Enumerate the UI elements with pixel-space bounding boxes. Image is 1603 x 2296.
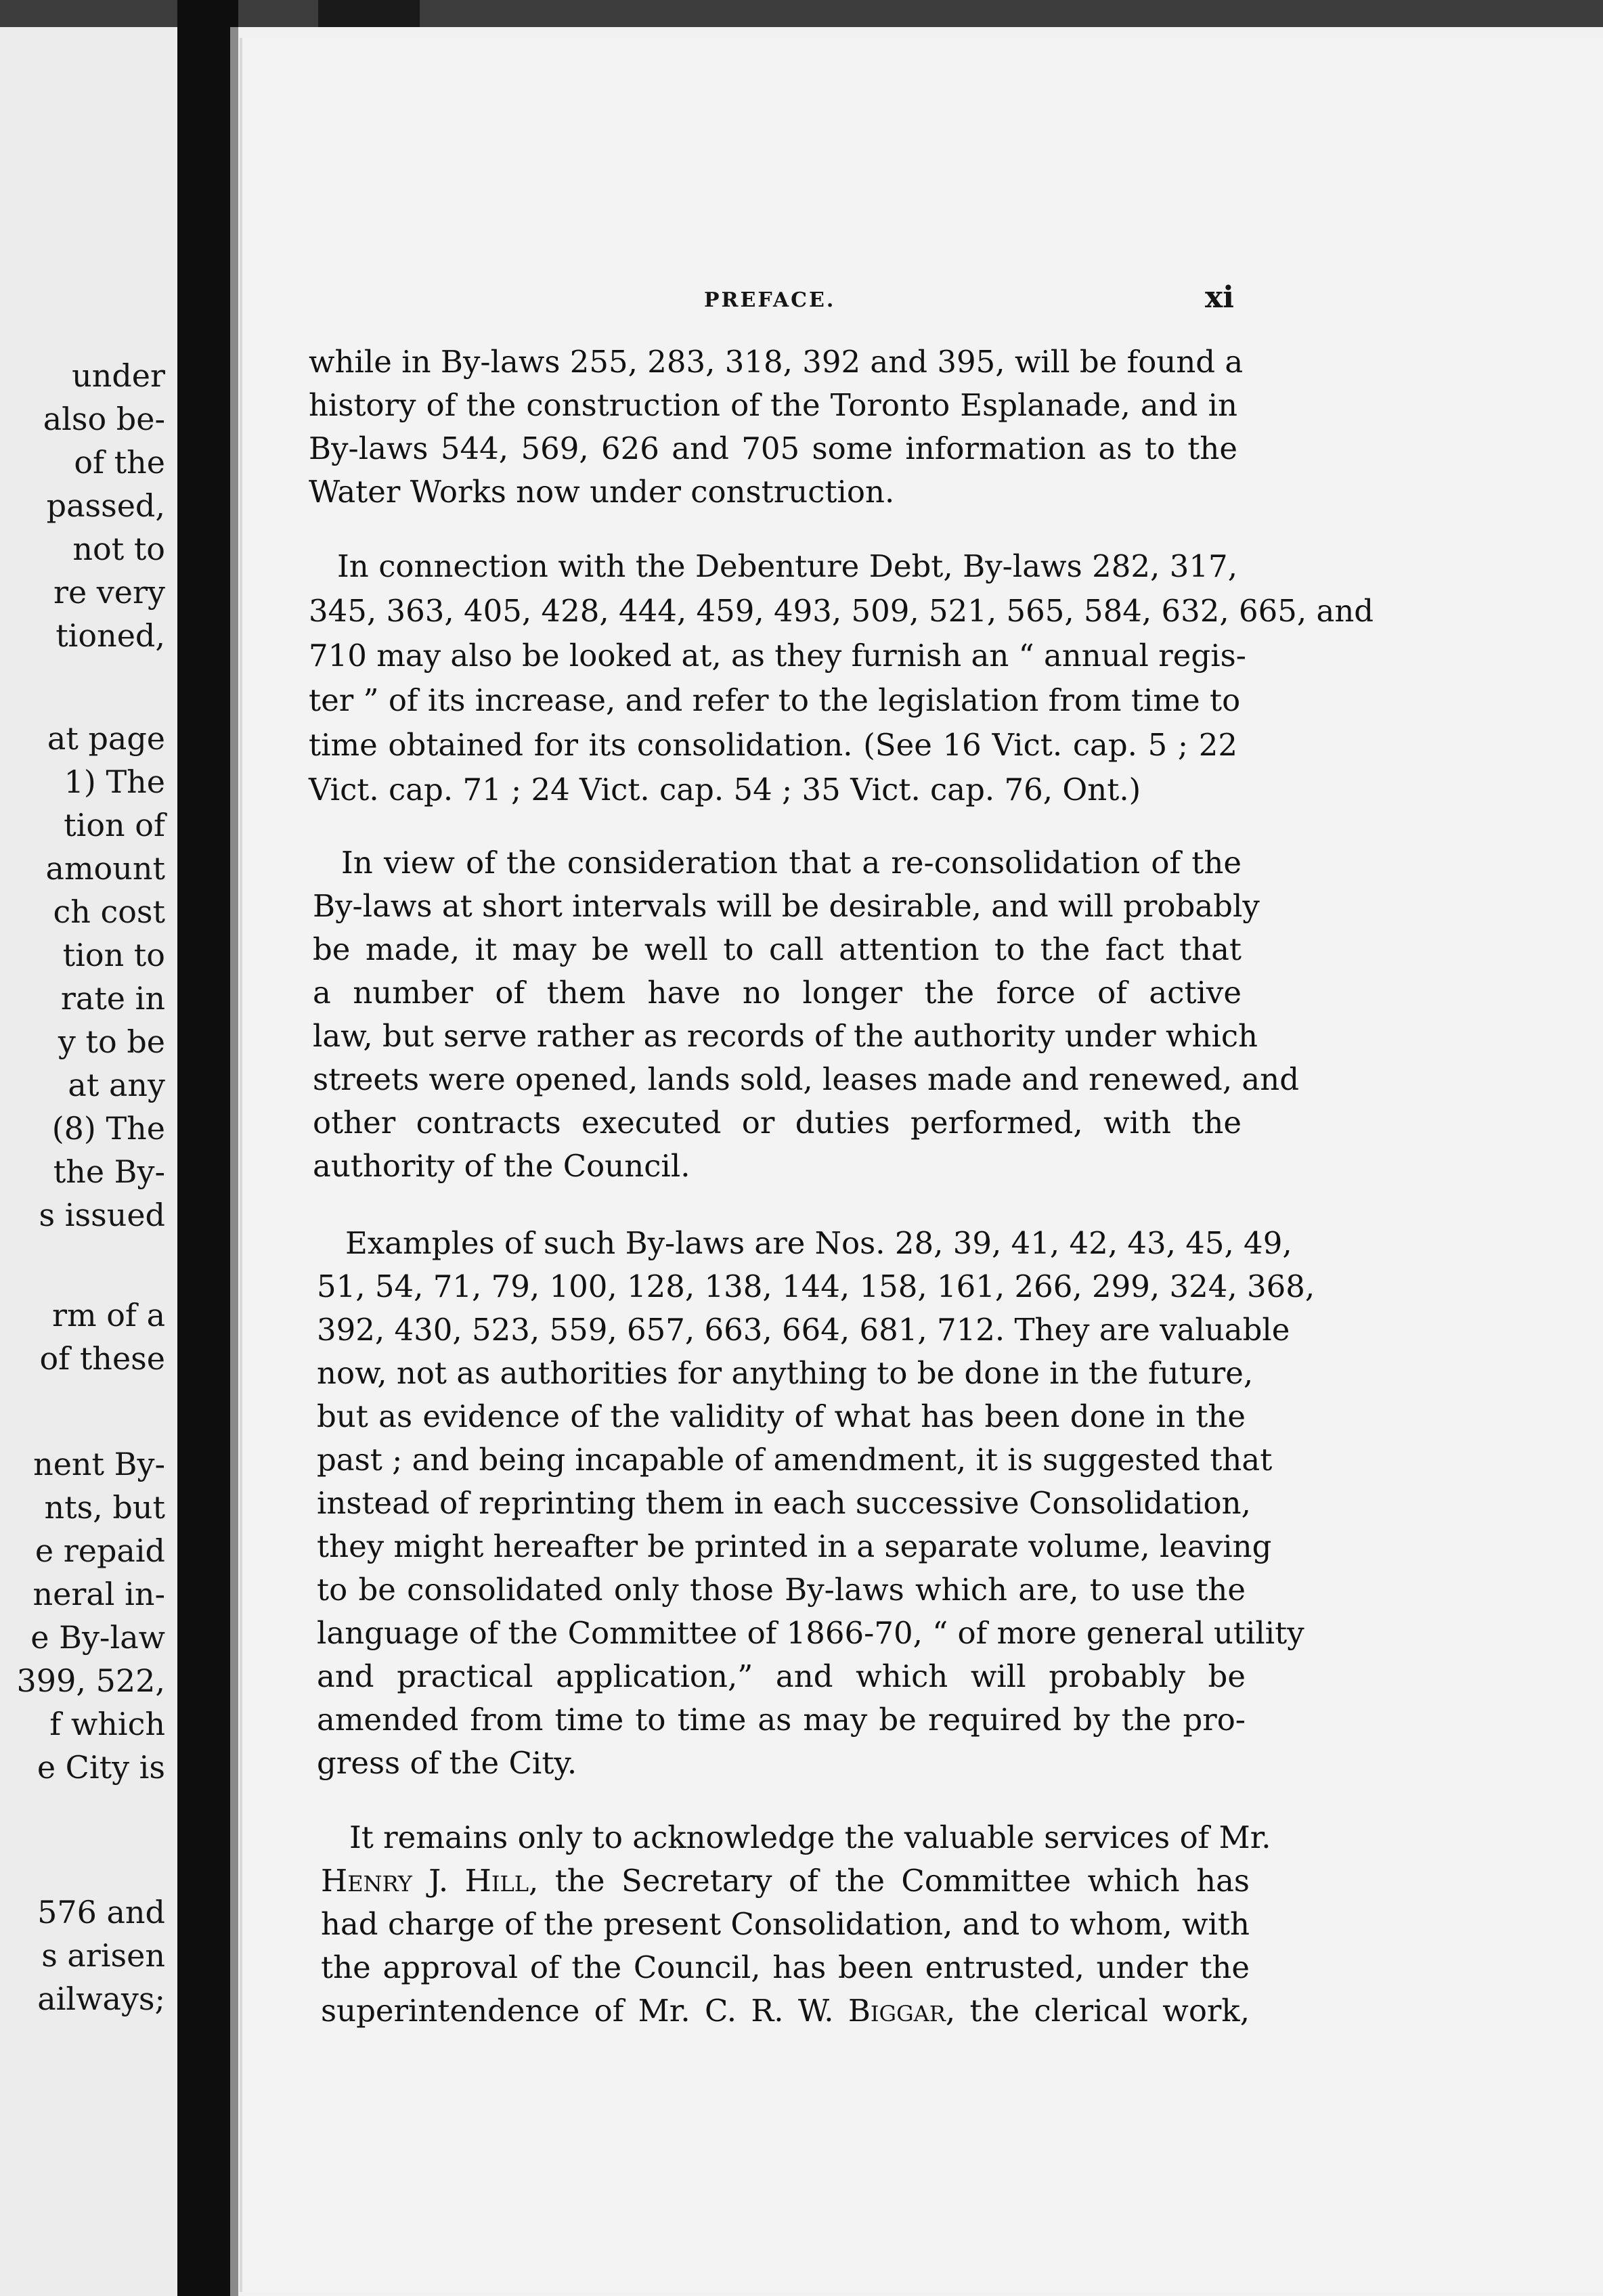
text-line: It remains only to acknowledge the valuable services of Mr.: [349, 1819, 1271, 1855]
left-text-line: not to: [72, 531, 165, 567]
person-name-hill: Henry J. Hill,: [321, 1863, 539, 1899]
text-line: to be consolidated only those By-laws which are, to use the: [317, 1572, 1246, 1608]
person-name-biggar: C. R. W. Biggar,: [704, 1993, 956, 2029]
left-text-line: s arisen: [41, 1937, 165, 1974]
left-text-line: e City is: [37, 1749, 165, 1786]
left-text-line: of these: [39, 1340, 165, 1377]
text-line: 51, 54, 71, 79, 100, 128, 138, 144, 158, 161, 266, 299, 324, 368,: [317, 1268, 1315, 1304]
left-text-line: amount: [45, 850, 165, 887]
text-line: authority of the Council.: [313, 1148, 690, 1184]
text-line: history of the construction of the Toronto Esplanade, and in: [309, 387, 1237, 423]
text-line: Vict. cap. 71 ; 24 Vict. cap. 54 ; 35 Vict. cap. 76, Ont.): [309, 772, 1141, 808]
text-line: Examples of such By-laws are Nos. 28, 39, 41, 42, 43, 45, 49,: [345, 1225, 1292, 1261]
text-line: 392, 430, 523, 559, 657, 663, 664, 681, 712. They are valuable: [317, 1312, 1290, 1348]
text-line: but as evidence of the validity of what has been done in the: [317, 1398, 1246, 1434]
text-line: language of the Committee of 1866-70, “ of more general utility: [317, 1615, 1304, 1651]
left-facing-page: [0, 27, 177, 2296]
left-text-line: ch cost: [53, 893, 165, 930]
text-line: be made, it may be well to call attention to the fact that: [313, 931, 1242, 967]
text-line: 710 may also be looked at, as they furnish an “ annual regis-: [309, 638, 1246, 674]
left-text-line: passed,: [46, 487, 165, 524]
left-text-line: at page: [47, 720, 165, 757]
left-text-line: tioned,: [56, 617, 165, 654]
left-text-line: the By-: [53, 1153, 165, 1190]
text-line: By-laws 544, 569, 626 and 705 some information as to the: [309, 430, 1237, 466]
left-text-line: tion to: [62, 937, 165, 973]
text-line: now, not as authorities for anything to be done in the future,: [317, 1355, 1254, 1391]
left-text-line: f which: [49, 1706, 165, 1742]
left-text-line: at any: [68, 1067, 165, 1103]
right-page: [238, 27, 1603, 2296]
left-text-line: 399, 522,: [16, 1662, 165, 1699]
left-text-line: s issued: [39, 1197, 165, 1233]
left-text-line: under: [72, 357, 165, 394]
text-segment: superintendence of Mr.: [321, 1993, 690, 2029]
left-text-line: re very: [53, 574, 165, 611]
text-segment: the clerical work,: [969, 1993, 1250, 2029]
text-line: [321, 1863, 1250, 1899]
text-segment: the Secretary of the Committee which has: [554, 1863, 1250, 1899]
left-text-line: nent By-: [33, 1446, 165, 1482]
text-line: past ; and being incapable of amendment, it is suggested that: [317, 1442, 1273, 1478]
left-text-line: e By-law: [30, 1619, 165, 1656]
text-line: By-laws at short intervals will be desirable, and will probably: [313, 888, 1260, 924]
running-head: PREFACE.: [704, 288, 836, 312]
scan-crop-mark: [318, 0, 420, 27]
left-text-line: e repaid: [35, 1532, 165, 1569]
text-line: instead of reprinting them in each successive Consolidation,: [317, 1485, 1251, 1521]
left-text-line: 1) The: [64, 764, 165, 800]
page-number: xi: [1205, 280, 1234, 315]
text-line: other contracts executed or duties performed, with the: [313, 1105, 1242, 1141]
text-line: the approval of the Council, has been entrusted, under the: [321, 1949, 1250, 1985]
text-line: streets were opened, lands sold, leases made and renewed, and: [313, 1061, 1300, 1097]
left-text-line: tion of: [64, 807, 165, 843]
text-line: gress of the City.: [317, 1745, 577, 1781]
left-text-line: neral in-: [32, 1576, 165, 1612]
text-line: time obtained for its consolidation. (See 16 Vict. cap. 5 ; 22: [309, 727, 1237, 763]
left-text-line: ailways;: [37, 1981, 165, 2017]
left-text-line: y to be: [58, 1023, 165, 1060]
text-line: a number of them have no longer the force of active: [313, 975, 1242, 1011]
text-line: and practical application,” and which will probably be: [317, 1658, 1246, 1694]
left-text-line: rate in: [60, 980, 165, 1017]
left-text-line: nts, but: [44, 1489, 165, 1526]
text-line: In view of the consideration that a re-consolidation of the: [341, 845, 1242, 881]
text-line: amended from time to time as may be required by the pro-: [317, 1702, 1246, 1738]
text-line: Water Works now under construction.: [309, 474, 895, 510]
text-line: while in By-laws 255, 283, 318, 392 and 395, will be found a: [309, 344, 1244, 380]
text-line: [321, 1993, 1250, 2029]
left-text-line: rm of a: [52, 1297, 165, 1333]
text-line: they might hereafter be printed in a separate volume, leaving: [317, 1528, 1272, 1564]
text-line: ter ” of its increase, and refer to the legislation from time to: [309, 682, 1241, 718]
left-text-line: also be-: [43, 401, 165, 437]
text-line: In connection with the Debenture Debt, By-laws 282, 317,: [337, 548, 1237, 584]
left-text-line: of the: [74, 444, 165, 481]
left-text-line: (8) The: [51, 1110, 165, 1147]
text-line: 345, 363, 405, 428, 444, 459, 493, 509, 521, 565, 584, 632, 665, and: [309, 593, 1374, 629]
book-gutter: [177, 0, 238, 2296]
text-line: had charge of the present Consolidation, and to whom, with: [321, 1906, 1250, 1942]
left-text-line: 576 and: [37, 1894, 165, 1930]
text-line: law, but serve rather as records of the authority under which: [313, 1018, 1258, 1054]
